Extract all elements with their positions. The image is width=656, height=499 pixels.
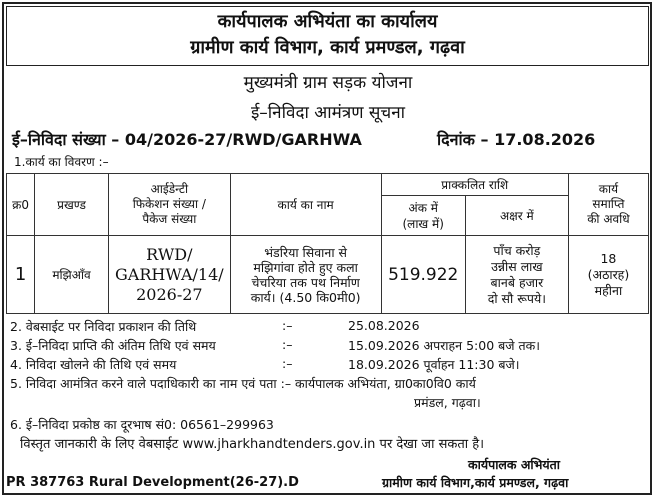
detail-separator: :– (282, 318, 293, 333)
detail-value: 18.09.2026 पूर्वाहन 11:30 बजे। (348, 357, 520, 372)
header-id-line: पैकेज संख्या (142, 212, 197, 226)
work-name-line: चेचरिया तक पथ निर्माण (251, 274, 360, 290)
tender-date: दिनांक – 17.08.2026 (437, 130, 596, 149)
detail-separator: :– (282, 337, 293, 352)
header-sn: क्र0 (7, 174, 35, 236)
work-name-line: मझिगांवा होते हुए कला (253, 259, 358, 275)
package-line: 2026-27 (136, 284, 203, 304)
detail-value: 15.09.2026 अपराहन 5:00 बजे तक। (348, 338, 540, 353)
office-header (6, 6, 649, 66)
signature-office: ग्रामीण कार्य विभाग,कार्य प्रमण्डल, गढ़वा (382, 475, 569, 490)
header-completion-line: कार्य (598, 182, 619, 196)
row-period (568, 236, 648, 314)
table-row (7, 236, 649, 314)
row-amount: 519.922 (381, 236, 465, 314)
package-line: RWD/ (146, 244, 193, 264)
header-work-name: कार्य का नाम (230, 174, 381, 236)
period-line: (अठारह) (587, 266, 630, 282)
detail-separator: :– (282, 356, 293, 371)
row-block: मझिआँव (35, 236, 109, 314)
header-figures-line: (लाख में) (402, 216, 444, 231)
header-in-figures (381, 196, 465, 236)
website-note: विस्तृत जानकारी के लिए वेबसाईट www.jharkhandtenders.gov.in पर देखा जा सकता है। (20, 437, 485, 452)
header-id (108, 174, 230, 236)
header-figures-line: अंक में (408, 200, 438, 215)
signature-title: कार्यपालक अभियंता (468, 457, 561, 472)
row-amount-words (465, 236, 568, 314)
row-work-name (230, 236, 381, 314)
scheme-title: मुख्यमंत्री ग्राम सड़क योजना (243, 73, 413, 93)
header-completion-line: समाप्ति (592, 197, 625, 211)
office-department: ग्रामीण कार्य विभाग, कार्य प्रमण्डल, गढ़वा (190, 37, 465, 58)
header-completion (568, 174, 648, 236)
office-title: कार्यपालक अभियंता का कार्यालय (217, 11, 438, 32)
row-sn: 1 (7, 236, 35, 314)
inviting-officer: 5. निविदा आमंत्रित करने वाले पदाधिकारी का नाम एवं पता :– कार्यपालक अभियंता, ग्रा0का0वि0 कार्य (10, 376, 476, 391)
phone-line: 6. ई–निविदा प्रकोष्ठ का दूरभाष सं0: 06561–299963 (10, 417, 274, 432)
amount-words-line: बानबे हजार (490, 274, 544, 290)
tender-number: ई–निविदा संख्या – 04/2026-27/RWD/GARHWA (12, 130, 362, 149)
detail-label: 3. ई–निविदा प्राप्ति की अंतिम तिथि एवं समय (10, 338, 216, 353)
amount-words-line: उन्नीस लाख (491, 258, 543, 274)
work-name-line: भंडरिया सिवाना से (264, 244, 348, 260)
header-id-line: फिकेशन संख्या / (132, 197, 206, 211)
work-table (6, 173, 649, 314)
section-work-details: 1.कार्य का विवरण :– (14, 155, 109, 169)
header-id-line: आईडेन्टी (150, 182, 189, 196)
amount-words-line: दो सौ रूपये। (487, 290, 547, 306)
pr-code: PR 387763 Rural Development(26-27).D (6, 475, 299, 490)
header-block: प्रखण्ड (35, 174, 109, 236)
detail-value: 25.08.2026 (348, 318, 420, 333)
period-line: 18 (600, 250, 617, 266)
detail-label: 4. निविदा खोलने की तिथि एवं समय (10, 357, 177, 372)
header-completion-line: की अवधि (587, 212, 630, 226)
header-estimated-cost: प्राक्कलित राशि (381, 174, 568, 196)
header-in-words: अक्षर में (465, 196, 568, 236)
package-line: GARHWA/14/ (114, 264, 224, 284)
inviting-officer-address: प्रमंडल, गढ़वा। (414, 395, 481, 410)
amount-words-line: पाँच करोड़ (493, 242, 541, 258)
period-line: महीना (594, 282, 623, 298)
notice-title: ई–निविदा आमंत्रण सूचना (250, 103, 406, 123)
work-name-line: कार्य। (4.50 कि0मी0) (250, 289, 361, 305)
row-package-id (108, 236, 230, 314)
detail-label: 2. वेबसाईट पर निविदा प्रकाशन की तिथि (10, 319, 197, 334)
